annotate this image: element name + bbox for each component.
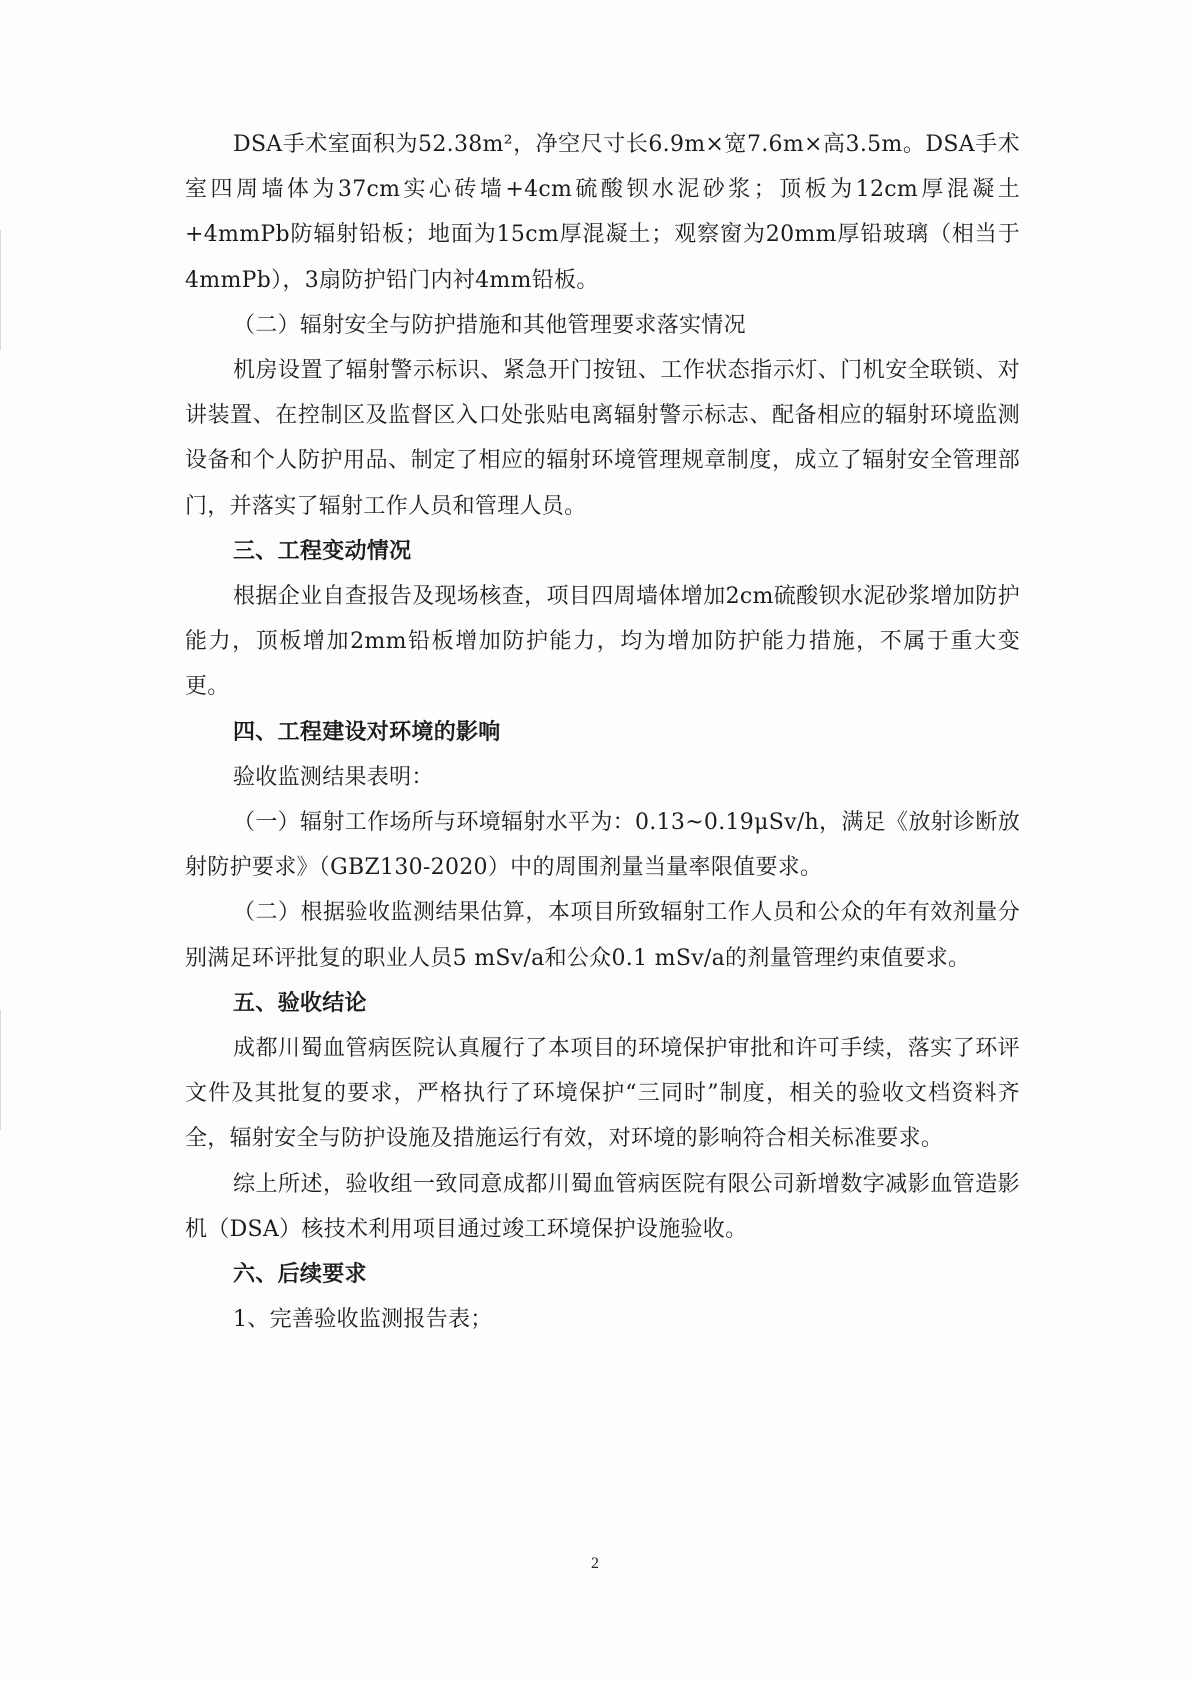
paragraph-summary: 综上所述，验收组一致同意成都川蜀血管病医院有限公司新增数字减影血管造影机（DSA）核技术利用项目通过竣工环境保护设施验收。 [185,1171,1020,1242]
section-heading-conclusion: 五、验收结论 [233,989,367,1016]
paragraph-annual-dose: （二）根据验收监测结果估算，本项目所致辐射工作人员和公众的年有效剂量分别满足环评批复的职业人员5 mSv/a和公众0.1 mSv/a的剂量管理约束值要求。 [185,900,1020,971]
paragraph-radiation-level: （一）辐射工作场所与环境辐射水平为：0.13~0.19μSv/h，满足《放射诊断放射防护要求》（GBZ130-2020）中的周围剂量当量率限值要求。 [185,810,1020,881]
subheading-safety-measures: （二）辐射安全与防护措施和其他管理要求落实情况 [233,312,746,338]
paragraph-safety-measures: 机房设置了辐射警示标识、紧急开门按钮、工作状态指示灯、门机安全联锁、对讲装置、在控制区及监督区入口处张贴电离辐射警示标志、配备相应的辐射环境监测设备和个人防护用品、制定了相应的辐射环境管理规章制度，成立了辐射安全管理部门，并落实了辐射工作人员和管理人员。 [185,358,1020,519]
section-heading-impact: 四、工程建设对环境的影响 [233,718,501,745]
paragraph-changes: 根据企业自查报告及现场核查，项目四周墙体增加2cm硫酸钡水泥砂浆增加防护能力，顶板增加2mm铅板增加防护能力，均为增加防护能力措施，不属于重大变更。 [185,584,1020,700]
page-number: 2 [591,1555,599,1572]
scan-edge-mark [0,1010,1,1130]
section-heading-changes: 三、工程变动情况 [233,537,412,564]
section-heading-follow-up: 六、后续要求 [233,1261,367,1288]
paragraph-monitoring-intro: 验收监测结果表明： [233,764,434,790]
list-item-follow-up-1: 1、完善验收监测报告表； [233,1307,493,1333]
document-body [185,122,1020,1342]
paragraph-shielding-specs: DSA手术室面积为52.38m²，净空尺寸长6.9m×宽7.6m×高3.5m。DSA手术室四周墙体为37cm实心砖墙+4cm硫酸钡水泥砂浆；顶板为12cm厚混凝土+4mmPb防辐射铅板；地面为15cm厚混凝土；观察窗为20mm厚铅玻璃（相当于4mmPb），3扇防护铅门内衬4mm铅板。 [185,132,1020,293]
paragraph-conclusion: 成都川蜀血管病医院认真履行了本项目的环境保护审批和许可手续，落实了环评文件及其批复的要求，严格执行了环境保护“三同时”制度，相关的验收文档资料齐全，辐射安全与防护设施及措施运行有效，对环境的影响符合相关标准要求。 [185,1036,1020,1152]
scan-edge-mark [0,230,1,350]
